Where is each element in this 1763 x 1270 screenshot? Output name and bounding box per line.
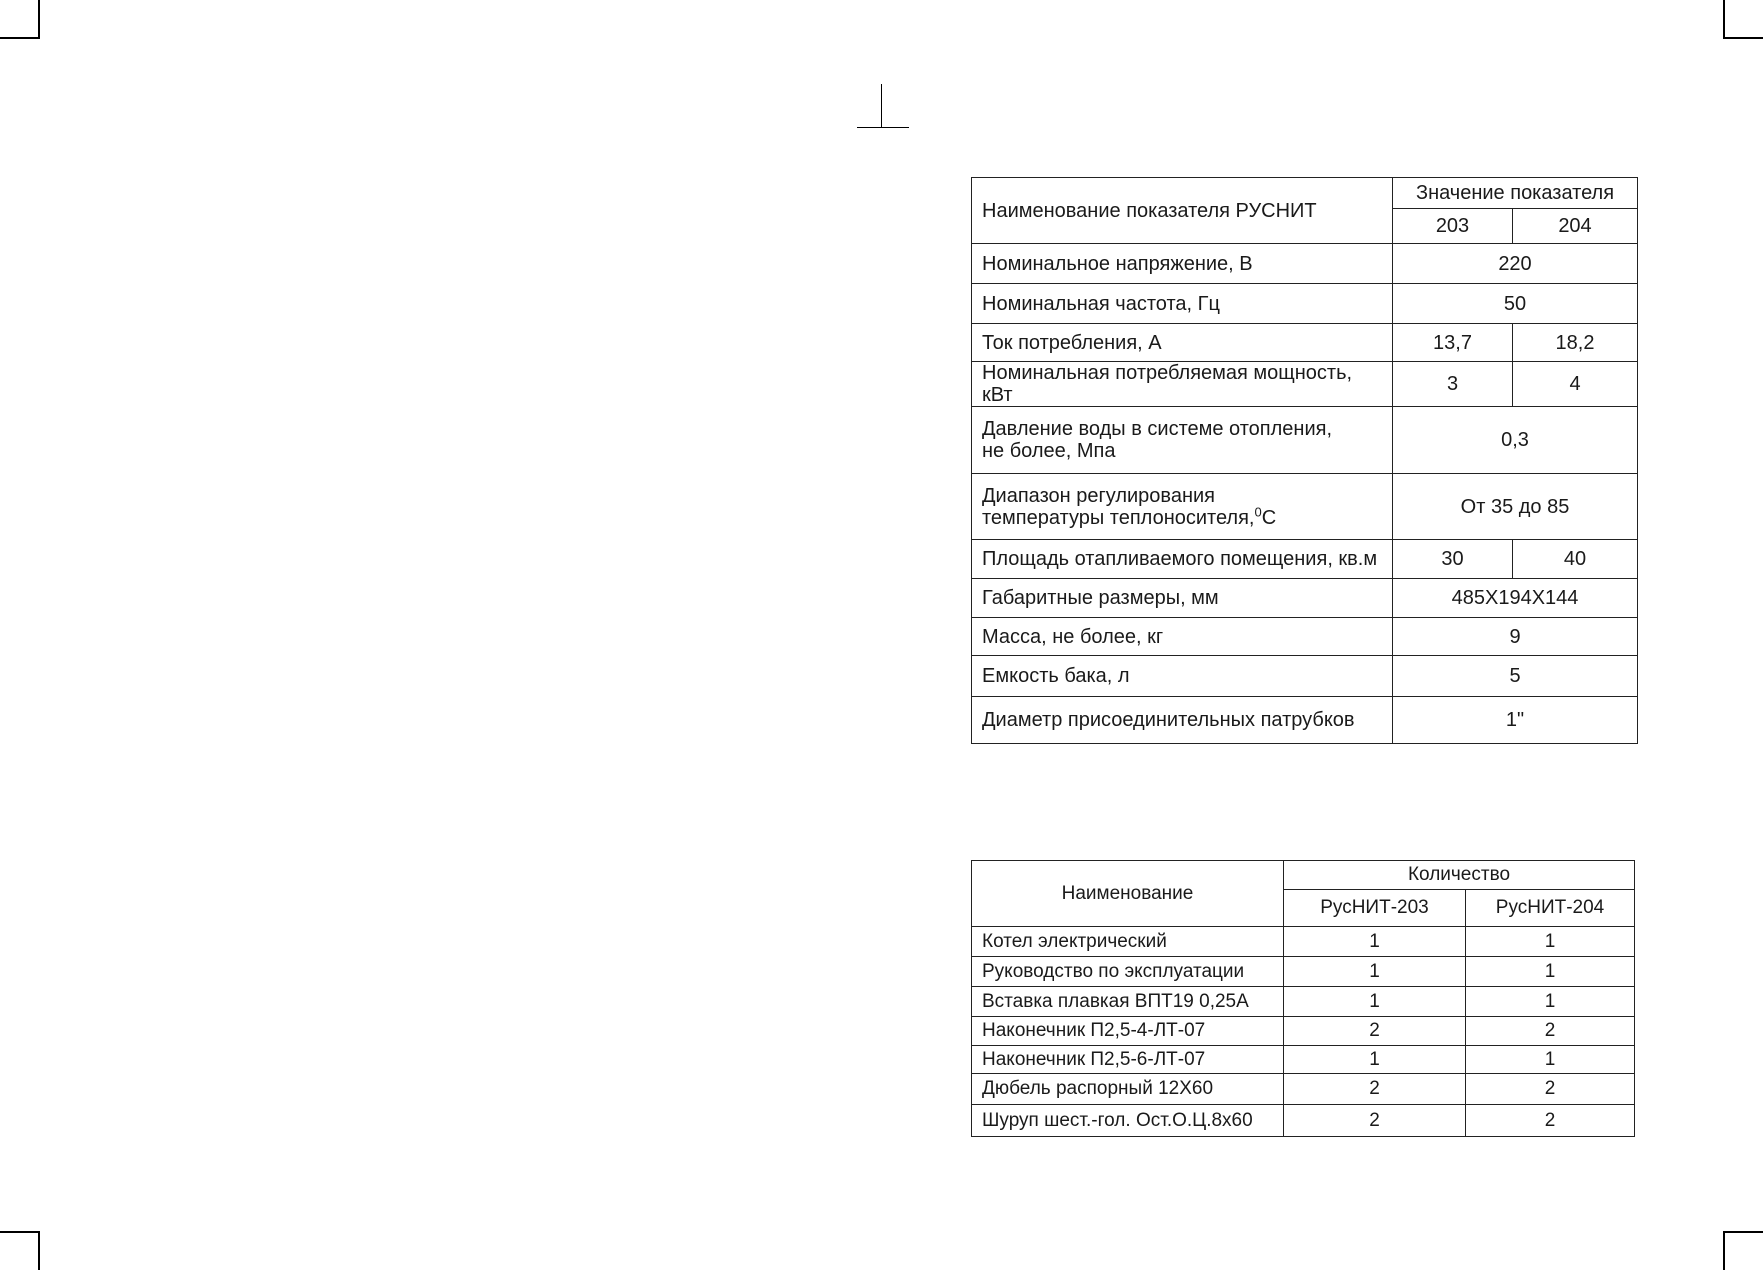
kit-qty-203: 1: [1284, 927, 1466, 957]
spec-value-204: 4: [1513, 362, 1638, 407]
spec-value: 9: [1393, 618, 1638, 656]
spec-name: Диаметр присоединительных патрубков: [972, 697, 1393, 744]
table-row: [972, 284, 1638, 324]
spec-name: Номинальное напряжение, В: [972, 244, 1393, 284]
spec-name-line2-wrap: [982, 503, 1382, 529]
crop-mark-bottom-left-h: [0, 1231, 40, 1233]
table-row: [972, 987, 1635, 1017]
kit-qty-204: 1: [1466, 927, 1635, 957]
table-row: [972, 324, 1638, 362]
spec-value: 485Х194Х144: [1393, 579, 1638, 618]
kit-qty-204: 2: [1466, 1074, 1635, 1105]
spec-name-line1: Диапазон регулирования: [982, 484, 1215, 507]
spec-header-value: Значение показателя: [1393, 178, 1638, 209]
spec-name: Ток потребления, А: [972, 324, 1393, 362]
crop-mark-bottom-left-v: [38, 1231, 40, 1270]
kit-header-model-204: РусНИТ-204: [1466, 890, 1635, 927]
spec-value: 1": [1393, 697, 1638, 744]
degree-superscript: 0: [1254, 503, 1262, 519]
table-row: [972, 1105, 1635, 1137]
table-row: [972, 362, 1638, 407]
spec-value: 5: [1393, 656, 1638, 697]
spec-name: [972, 474, 1393, 540]
table-row: [972, 1017, 1635, 1046]
table-row: [972, 407, 1638, 474]
crop-mark-top-right-v: [1723, 0, 1725, 39]
kit-header-name: Наименование: [972, 861, 1284, 927]
table-row: [972, 1074, 1635, 1105]
spec-value-203: 30: [1393, 540, 1513, 579]
kit-item-name: Шуруп шест.-гол. Ост.О.Ц.8х60: [972, 1105, 1284, 1137]
table-row: [972, 656, 1638, 697]
kit-qty-204: 1: [1466, 957, 1635, 987]
spec-name: [972, 407, 1393, 474]
table-row: [972, 579, 1638, 618]
kit-qty-203: 1: [1284, 1046, 1466, 1074]
table-row: [972, 957, 1635, 987]
spec-value-203: 13,7: [1393, 324, 1513, 362]
table-row: [972, 1046, 1635, 1074]
spec-name: Площадь отапливаемого помещения, кв.м: [972, 540, 1393, 579]
spec-name: Емкость бака, л: [972, 656, 1393, 697]
kit-item-name: Наконечник П2,5-6-ЛТ-07: [972, 1046, 1284, 1074]
kit-item-name: Вставка плавкая ВПТ19 0,25А: [972, 987, 1284, 1017]
spec-value: 50: [1393, 284, 1638, 324]
kit-item-name: Котел электрический: [972, 927, 1284, 957]
spec-header-name: Наименование показателя РУСНИТ: [972, 178, 1393, 244]
spec-name: Масса, не более, кг: [972, 618, 1393, 656]
spec-value-204: 18,2: [1513, 324, 1638, 362]
kit-header-model-203: РусНИТ-203: [1284, 890, 1466, 927]
kit-item-name: Руководство по эксплуатации: [972, 957, 1284, 987]
table-row: [972, 540, 1638, 579]
kit-qty-204: 1: [1466, 1046, 1635, 1074]
spec-value: От 35 до 85: [1393, 474, 1638, 540]
kit-qty-204: 2: [1466, 1017, 1635, 1046]
kit-qty-203: 2: [1284, 1017, 1466, 1046]
spec-value: 0,3: [1393, 407, 1638, 474]
spec-name: Номинальная потребляемая мощность, кВт: [972, 362, 1393, 407]
crop-mark-top-right-h: [1723, 37, 1763, 39]
kit-item-name: Наконечник П2,5-4-ЛТ-07: [972, 1017, 1284, 1046]
spec-value: 220: [1393, 244, 1638, 284]
kit-qty-203: 2: [1284, 1074, 1466, 1105]
center-mark-h: [857, 127, 909, 128]
unit-suffix: С: [1261, 506, 1277, 529]
table-row: [972, 244, 1638, 284]
kit-qty-204: 2: [1466, 1105, 1635, 1137]
spec-name: Номинальная частота, Гц: [972, 284, 1393, 324]
delivery-kit-table: [971, 860, 1635, 1137]
spec-header-model-204: 204: [1513, 209, 1638, 244]
spec-name: Габаритные размеры, мм: [972, 579, 1393, 618]
spec-value-204: 40: [1513, 540, 1638, 579]
table-row: [972, 618, 1638, 656]
kit-qty-204: 1: [1466, 987, 1635, 1017]
kit-qty-203: 1: [1284, 987, 1466, 1017]
kit-header-quantity: Количество: [1284, 861, 1635, 890]
spec-name-line2: не более, Мпа: [982, 440, 1116, 462]
kit-item-name: Дюбель распорный 12Х60: [972, 1074, 1284, 1105]
spec-name-line1: Давление воды в системе отопления,: [982, 418, 1333, 440]
kit-qty-203: 1: [1284, 957, 1466, 987]
crop-mark-top-left-v: [38, 0, 40, 39]
crop-mark-bottom-right-v: [1723, 1231, 1725, 1270]
table-row: [972, 927, 1635, 957]
kit-qty-203: 2: [1284, 1105, 1466, 1137]
crop-mark-bottom-right-h: [1723, 1231, 1763, 1233]
specifications-table: [971, 177, 1638, 744]
spec-value-203: 3: [1393, 362, 1513, 407]
spec-header-model-203: 203: [1393, 209, 1513, 244]
table-row: [972, 697, 1638, 744]
crop-mark-top-left-h: [0, 37, 40, 39]
center-mark-v: [881, 84, 882, 128]
table-row: [972, 474, 1638, 540]
spec-name-line2: температуры теплоносителя,: [982, 506, 1255, 529]
